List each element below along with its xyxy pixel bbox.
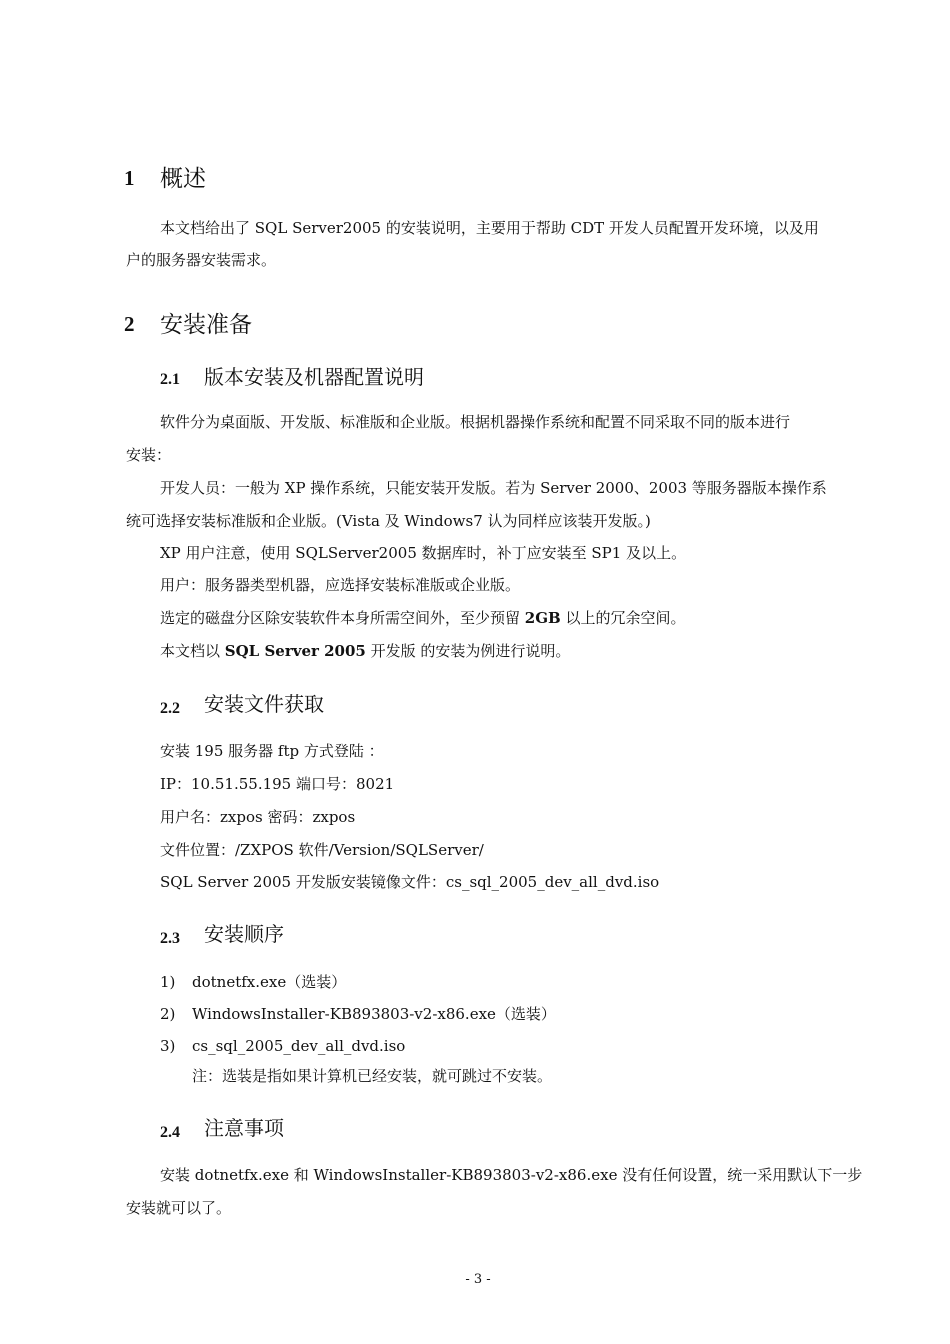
fetch-line-4: 文件位置：/ZXPOS 软件/Version/SQLServer/ xyxy=(160,841,484,859)
order-note: 注：选装是指如果计算机已经安装，就可跳过不安装。 xyxy=(192,1067,553,1085)
section-2-2-title: 安装文件获取 xyxy=(204,692,324,716)
prep-p5-bold: 2GB xyxy=(524,609,561,627)
order-item-1-number: 1) xyxy=(160,973,176,991)
prep-p1-line-2: 安装： xyxy=(126,446,172,464)
prep-p2-line-1: 开发人员：一般为 XP 操作系统，只能安装开发版。若为 Server 2000、2003 等服务器版本操作系 xyxy=(160,479,827,497)
section-2-4-number: 2.4 xyxy=(160,1124,180,1141)
section-2-number: 2 xyxy=(124,312,135,336)
section-2-title: 安装准备 xyxy=(160,312,252,338)
section-2-3-title: 安装顺序 xyxy=(204,922,284,946)
section-2-3-number: 2.3 xyxy=(160,930,180,947)
prep-p1-line-1: 软件分为桌面版、开发版、标准版和企业版。根据机器操作系统和配置不同采取不同的版本进行 xyxy=(160,413,791,431)
overview-line-2: 户的服务器安装需求。 xyxy=(126,251,277,269)
order-item-2-number: 2) xyxy=(160,1005,176,1023)
fetch-line-1: 安装 195 服务器 ftp 方式登陆 ： xyxy=(160,742,384,760)
overview-line-1: 本文档给出了 SQL Server2005 的安装说明，主要用于帮助 CDT 开发人员配置开发环境，以及用 xyxy=(160,219,819,237)
notes-line-1: 安装 dotnetfx.exe 和 WindowsInstaller-KB893803-v2-x86.exe 没有任何设置，统一采用默认下一步 xyxy=(160,1166,863,1184)
notes-line-2: 安装就可以了。 xyxy=(126,1199,232,1217)
section-1-number: 1 xyxy=(124,166,135,190)
order-item-2-text: WindowsInstaller-KB893803-v2-x86.exe（选装） xyxy=(192,1005,556,1023)
section-2-2-number: 2.2 xyxy=(160,700,180,717)
section-2-1-title: 版本安装及机器配置说明 xyxy=(204,365,424,389)
page-number: - 3 - xyxy=(465,1272,491,1287)
order-item-3-text: cs_sql_2005_dev_all_dvd.iso xyxy=(192,1037,406,1055)
prep-p5: 选定的磁盘分区除安装软件本身所需空间外，至少预留 2GB 以上的冗余空间。 xyxy=(160,609,686,627)
fetch-line-2: IP：10.51.55.195 端口号：8021 xyxy=(160,775,395,793)
fetch-line-3: 用户名：zxpos 密码：zxpos xyxy=(160,808,356,826)
fetch-line-5: SQL Server 2005 开发版安装镜像文件：cs_sql_2005_dev_all_dvd.iso xyxy=(160,873,660,891)
prep-p2-line-2: 统可选择安装标准版和企业版。(Vista 及 Windows7 认为同样应该装开发版。) xyxy=(126,512,651,530)
prep-p6: 本文档以 SQL Server 2005 开发版 的安装为例进行说明。 xyxy=(160,642,571,660)
section-2-1-number: 2.1 xyxy=(160,371,180,388)
section-2-4-title: 注意事项 xyxy=(204,1116,284,1140)
order-item-3-number: 3) xyxy=(160,1037,176,1055)
section-1-title: 概述 xyxy=(160,166,206,192)
prep-p3: XP 用户注意，使用 SQLServer2005 数据库时，补丁应安装至 SP1 及以上。 xyxy=(160,544,687,562)
prep-p4: 用户：服务器类型机器，应选择安装标准版或企业版。 xyxy=(160,576,521,594)
order-item-1-text: dotnetfx.exe（选装） xyxy=(192,973,347,991)
prep-p6-bold: SQL Server 2005 xyxy=(224,642,366,660)
